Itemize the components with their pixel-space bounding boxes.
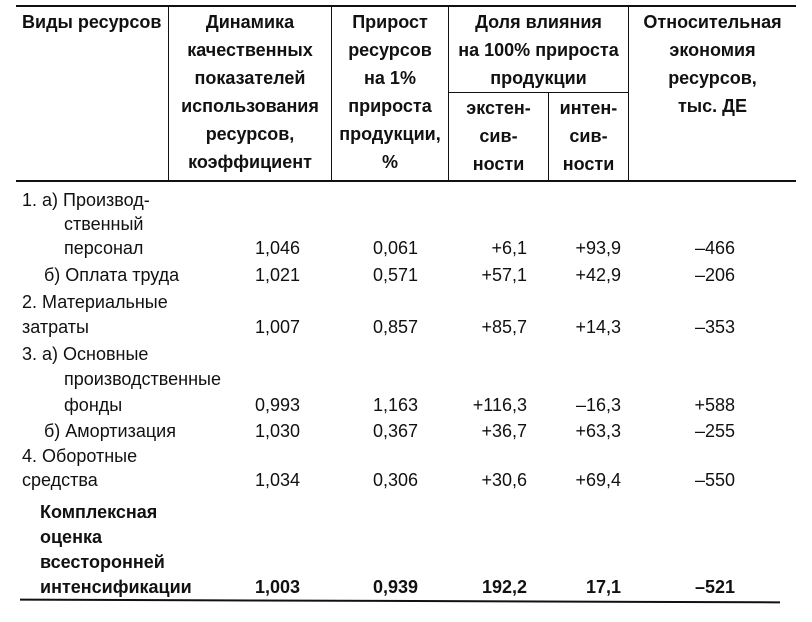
row-label: 1. а) Производ- (22, 190, 150, 210)
ext-cell: +6,1 (491, 238, 527, 258)
header-resource-types: Виды ресурсов (22, 12, 162, 32)
econ-cell: –353 (694, 317, 735, 337)
ext-cell: +30,6 (481, 470, 527, 490)
coef-cell: 1,003 (254, 577, 300, 597)
econ-cell: +588 (694, 395, 735, 415)
growth-cell: 0,306 (372, 470, 418, 490)
econ-cell: –521 (694, 577, 735, 597)
coef-cell: 1,030 (254, 421, 300, 441)
econ-cell: –550 (694, 470, 735, 490)
growth-cell: 0,367 (372, 421, 418, 441)
coef-cell: 0,993 (254, 395, 300, 415)
growth-cell: 0,857 (372, 317, 418, 337)
row-label: б) Оплата труда (44, 265, 180, 285)
coef-cell: 1,046 (254, 238, 300, 258)
int-cell: –16,3 (575, 395, 621, 415)
resource-table: Виды ресурсов Динамика качественных показателей использования ресурсов, коэффициент Прирост ресурсов на 1% прироста продукции, % Доля влияния на 100% прироста продукции экстен- сив- ности интен- сив- ности Относительная экономия ресурсов, тыс. ДЕ 1. а) Производ- ственный персонал 1,046 0,061 +6,1 +93,9 –466 б) Оплата труда 1,021 0,571 +57,1 +42,9 –206 2. Материальные затраты 1,007 0,857 +85,7 +14,3 –353 3. а) Основные производственные фонды 0,993 1,163 +116,3 –16,3 +588 б) Амортизация 1,030 0,367 +36,7 +63,3 –255 4. Оборотные средства 1,034 0,306 +30,6 +69,4 –550 Комплексная оценка всесторонней интенсификации 1,003 0,939 192,2 17,1 –521 (0, 0, 812, 622)
ext-cell: +36,7 (481, 421, 527, 441)
coef-cell: 1,021 (254, 265, 300, 285)
row-label: 4. Оборотные (22, 446, 138, 466)
int-cell: +63,3 (575, 421, 621, 441)
growth-cell: 0,061 (372, 238, 418, 258)
growth-cell: 0,571 (372, 265, 418, 285)
ext-cell: +116,3 (472, 395, 527, 415)
top-rule (16, 5, 796, 7)
row-label: 2. Материальные (22, 292, 168, 312)
int-cell: +69,4 (575, 470, 621, 490)
coef-cell: 1,034 (254, 470, 300, 490)
int-cell: +42,9 (575, 265, 621, 285)
total-label: Комплексная (40, 502, 158, 522)
subheader-rule (448, 92, 628, 93)
ext-cell: +57,1 (481, 265, 527, 285)
header-bottom-rule (16, 180, 796, 182)
ext-cell: 192,2 (481, 577, 527, 597)
row-label: 3. а) Основные (22, 344, 149, 364)
econ-cell: –206 (694, 265, 735, 285)
growth-cell: 0,939 (372, 577, 418, 597)
growth-cell: 1,163 (372, 395, 418, 415)
int-cell: +93,9 (575, 238, 621, 258)
int-cell: 17,1 (585, 577, 621, 597)
row-label: б) Амортизация (44, 421, 176, 441)
ext-cell: +85,7 (481, 317, 527, 337)
header-divider-1 (168, 5, 169, 181)
coef-cell: 1,007 (254, 317, 300, 337)
int-cell: +14,3 (575, 317, 621, 337)
econ-cell: –255 (694, 421, 735, 441)
econ-cell: –466 (694, 238, 735, 258)
